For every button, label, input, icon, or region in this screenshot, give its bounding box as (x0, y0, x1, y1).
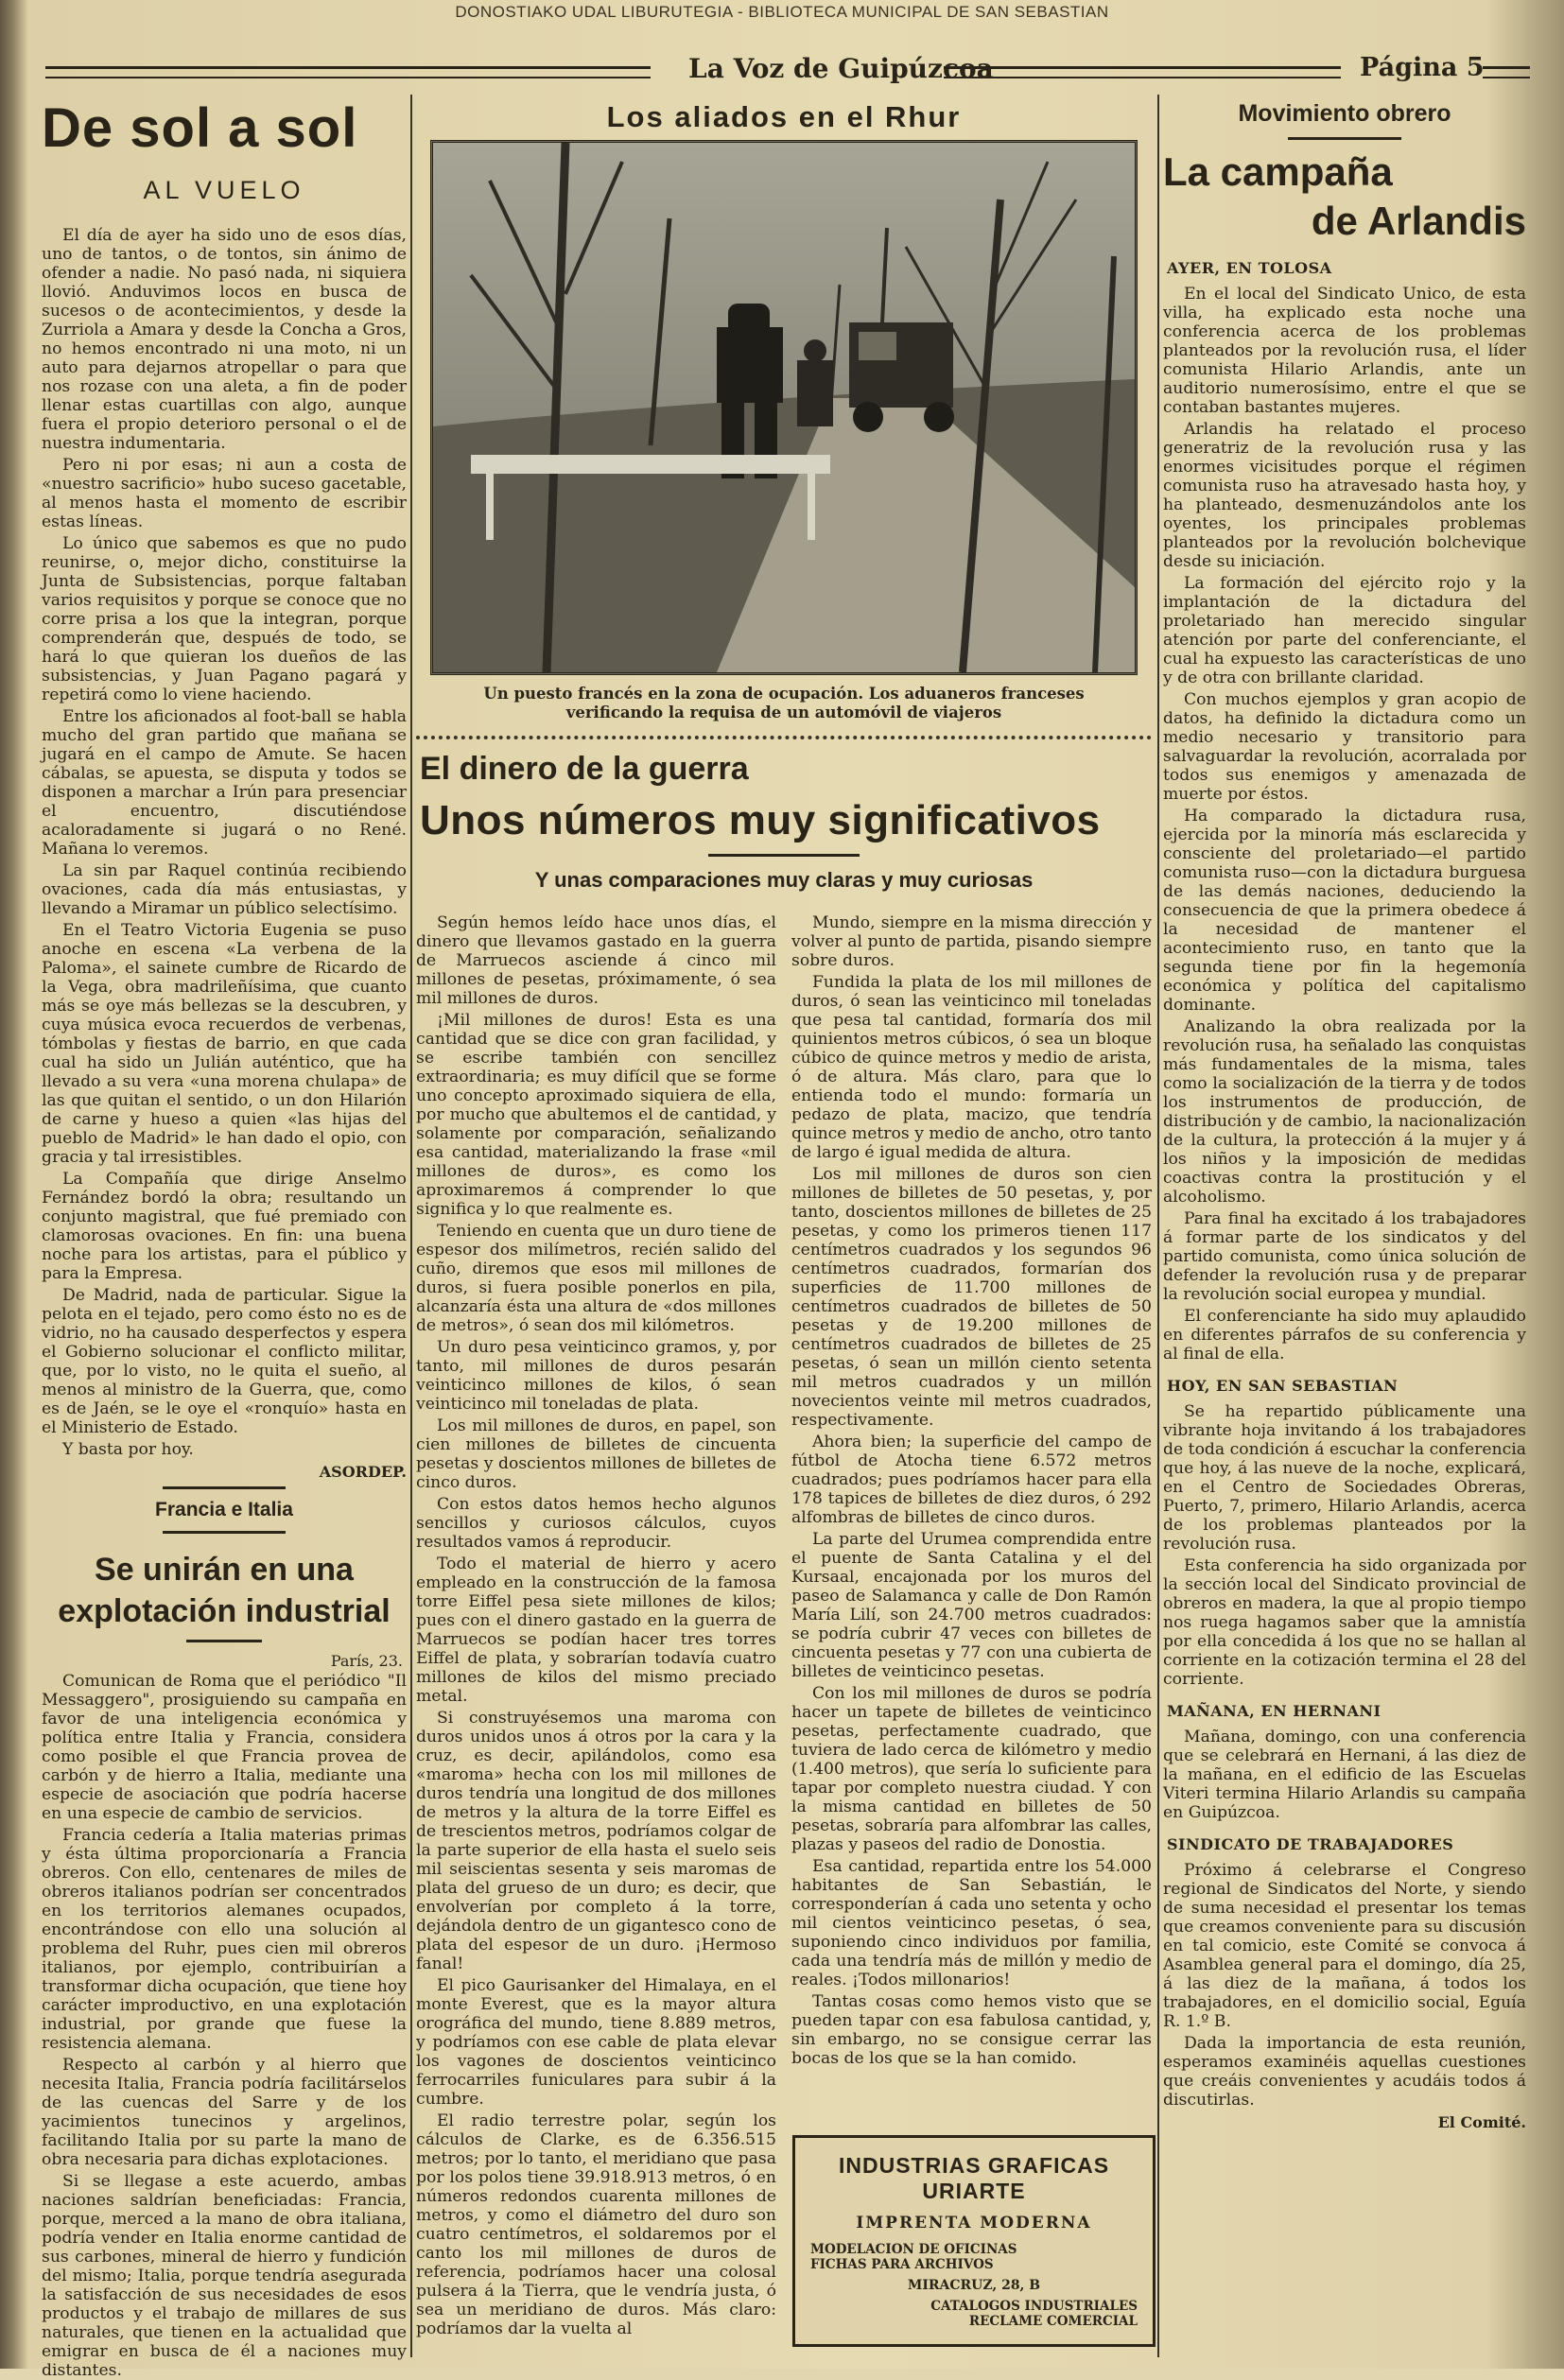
article-paragraph: Próximo á celebrarse el Congreso regional de Sindicatos del Norte, y siendo de suma necesidad el presentar los temas que creamos conveniente para su discusión en tal comicio, este Comité se convoca á Asamblea general para el domingo, día 25, á las diez de la mañana, á todos los trabajadores, en el domicilio social, Eguía R. 1.º B. (1163, 1861, 1526, 2031)
masthead-rule-right (1483, 66, 1530, 78)
article-paragraph: ¡Mil millones de duros! Esta es una cantidad que se dice con gran facilidad, y se escribe también con sencillez extraordinaria; es muy difícil que se forme uno concepto aproximado siquiera de ella, por mucho que abultemos el de cantidad, y solamente por comparación, señalizando esa cantidad, materializando la frase «mil millones de duros», es como los aproximaremos á comprender lo que significa y lo que realmente es. (416, 1011, 776, 1219)
photo-illustration (433, 143, 1135, 672)
section-divider (416, 736, 1152, 739)
article-signature: El Comité. (1437, 2113, 1526, 2131)
article-paragraph: Un duro pesa veinticinco gramos, y, por tanto, mil millones de duros pesarán veinticinco millones de kilos, ó sean veinticinco mil toneladas de plata. (416, 1338, 776, 1414)
ad-line: FICHAS PARA ARCHIVOS (810, 2257, 994, 2272)
article-paragraph: Si construyésemos una maroma con duros unidos unos á otros por la cara y la cruz, es decir, apilándolos, como esa «maroma» hecha con los mil millones de duros tendría una longitud de dos millones de metros y la altura de la torre Eiffel es de trescientos metros, podríamos colgar de la parte superior de ella hasta el suelo seis mil seiscientas sesenta y seis maromas de plata del grueso de un duro; es decir, que envolverían por completo á la torre, dejándola dentro de un gigantesco cono de plata del espesor de un duro. ¡Hermoso fanal! (416, 1709, 776, 1973)
article-paragraph: Esta conferencia ha sido organizada por la sección local del Sindicato provincial de obreros en madera, la que al propio tiempo nos ruega hagamos saber que la amnistía por ella concedida á los que no se hallan al corriente en la cotización termina el 28 del corriente. (1163, 1556, 1526, 1689)
masthead-rule-left (45, 66, 651, 78)
article-paragraph: De Madrid, nada de particular. Sigue la pelota en el tejado, pero como ésto no es de vidrio, no ha causado desperfectos y espera el Gobierno solucionar el conflicto militar, que, por lo visto, no le quita el sueño, al menos al ministro de la Guerra, que, como es de Jaén, se le oye el «ronquío» hasta en el Ministerio de Estado. (42, 1286, 407, 1437)
ad-line: CATALOGOS INDUSTRIALES (930, 2299, 1138, 2314)
section-divider (163, 1531, 286, 1534)
subheading: AYER, EN TOLOSA (1167, 259, 1332, 277)
article-paragraph: Mundo, siempre en la misma dirección y volver al punto de partida, pisando siempre sobre duros. (791, 913, 1152, 970)
article-paragraph: La sin par Raquel continúa recibiendo ovaciones, cada día más entusiastas, y llevando a Miramar un público selectísimo. (42, 861, 407, 918)
article-title-line-2: de Arlandis (1311, 199, 1526, 243)
photo-title: Los aliados en el Rhur (606, 100, 962, 133)
section-body (42, 226, 407, 1459)
article-signature: ASORDEP. (319, 1463, 407, 1481)
article-title-line-1: La campaña (1163, 149, 1393, 194)
dateline: París, 23. (330, 1652, 403, 1670)
ad-address: MIRACRUZ, 28, B (907, 2278, 1041, 2293)
article-paragraph: Dada la importancia de esta reunión, esperamos examinéis aquellas cuestiones que creáis convenientes y acudáis todos á discutirlas. (1163, 2034, 1526, 2110)
article-paragraph: La Compañía que dirige Anselmo Fernández bordó la obra; resultando un conjunto magistral, que fué premiado con clamorosas ovaciones. En fin: una buena noche para los artistas, para el público y para la Empresa. (42, 1170, 407, 1283)
section-kicker: Movimiento obrero (1238, 100, 1451, 127)
article-paragraph: Respecto al carbón y al hierro que necesita Italia, Francia podría facilitárselos de las cuencas del Sarre y de los yacimientos tunecinos y argelinos, facilitando Italia por su parte la mano de obra necesaria para dichas explotaciones. (42, 2056, 407, 2169)
section-kicker: AL VUELO (143, 176, 305, 204)
article-paragraph: Ahora bien; la superficie del campo de fútbol de Atocha tiene 6.572 metros cuadrados; pues podríamos hacer para ella 178 tapices de billetes de diez duros, ó 292 alfombras de billetes de cinco duros. (791, 1433, 1152, 1527)
article-paragraph: Mañana, domingo, con una conferencia que se celebrará en Hernani, á las diez de la mañana, en el edificio de las Escuelas Viteri termina Hilario Arlandis su campaña en Guipúzcoa. (1163, 1728, 1526, 1822)
subheading: MAÑANA, EN HERNANI (1167, 1702, 1382, 1720)
article-kicker: El dinero de la guerra (420, 751, 749, 787)
ad-subtitle: IMPRENTA MODERNA (856, 2214, 1092, 2232)
article-paragraph: Con estos datos hemos hecho algunos sencillos y curiosos cálculos, cuyos resultados vamos á reproducir. (416, 1495, 776, 1552)
article-paragraph: La parte del Urumea comprendida entre el puente de Santa Catalina y el del Kursaal, encajonada por los muros del paseo de Salamanca y calle de Don Ramón María Lilí, son 24.700 metros cuadrados: se podría cubrir 47 veces con billetes de cincuenta pesetas y 77 con una cubierta de billetes de veinticinco pesetas. (791, 1530, 1152, 1681)
article-paragraph: Con muchos ejemplos y gran acopio de datos, ha definido la dictadura como un medio necesario y transitorio para salvaguardar la revolución, acorralada por todos sus enemigos y amenazada de muerte por éstos. (1163, 690, 1526, 804)
article-paragraph: En el Teatro Victoria Eugenia se puso anoche en escena «La verbena de la Paloma», el sainete cumbre de Ricardo de la Vega, obra madrileñísima, que cuanto más se oye más bellezas se la descubren, y cuya música evoca recuerdos de verbenas, tómbolas y fiestas de barrio, en que cada cual ha sido un Julián auténtico, que ha llevado a su vera «una morena chulapa» de las que quitan el sentido, o un don Hilarión de carne y hueso a quien «las hijas del pueblo de Madrid» le han dado el opio, con gracia y tal irresistibles. (42, 921, 407, 1167)
article-subtitle: Y unas comparaciones muy claras y muy curiosas (534, 868, 1034, 892)
article-paragraph: El pico Gaurisanker del Himalaya, en el monte Everest, que es la mayor altura orográfica del mundo, tiene 8.889 metros, y podríamos con ese cable de plata elevar los vagones de doscientos veinticinco ferrocarriles funiculares para subir á la cumbre. (416, 1976, 776, 2109)
subheading: SINDICATO DE TRABAJADORES (1167, 1835, 1454, 1853)
newspaper-name: La Voz de Guipúzcoa (688, 53, 994, 84)
subheading: HOY, EN SAN SEBASTIAN (1167, 1377, 1399, 1395)
article-title: Se unirán en una explotación industrial (58, 1552, 391, 1629)
article-paragraph: Y basta por hoy. (62, 1440, 194, 1459)
advertisement-uriarte (792, 2135, 1156, 2347)
article-subcolumns (416, 913, 1152, 2341)
article-paragraph: Arlandis ha relatado el proceso generatriz de la revolución rusa y las enormes vicisitudes porque el régimen comunista ruso ha atravesado hasta hoy, y ha planteado, desmenuzándolos ante los oyentes, los principales problemas planteados por la revolución bolchevique desde su iniciación. (1163, 420, 1526, 571)
article-paragraph: Fundida la plata de los mil millones de duros, ó sean las veinticinco mil toneladas que pesa tal cantidad, formaría dos mil quinientos metros cúbicos, ó sea un bloque cúbico de quince metros y medio de arista, ó de altura. Más claro, para que lo entienda todo el mundo: formaría un pedazo de plata, macizo, que tendría quince metros y medio de ancho, otro tanto de largo é igual medida de altura. (791, 973, 1152, 1162)
article-paragraph: Todo el material de hierro y acero empleado en la construcción de la famosa torre Eiffel pesa siete millones de kilos; pues con el dinero gastado en la guerra de Marruecos se podían hacer tres torres Eiffel de plata, y sobrarían todavía cuatro millones de kilos del mismo preciado metal. (416, 1555, 776, 1706)
ad-line: RECLAME COMERCIAL (968, 2314, 1138, 2329)
article-paragraph: Los mil millones de duros son cien millones de billetes de 50 pesetas, y, por tanto, doscientos millones de billetes de 25 pesetas, y como los primeros tienen 117 centímetros cuadrados y los segundos 96 centímetros cuadrados, formarían dos superficies de 11.700 millones de centímetros cuadrados de billetes de 50 pesetas y de 19.200 millones de centímetros cuadrados de billetes de 25 pesetas, ó sean un millón ciento setenta mil metros cuadrados y un millón novecientos veinte mil metros cuadrados, respectivamente. (791, 1165, 1152, 1430)
article-paragraph: Se ha repartido públicamente una vibrante hoja invitando á los trabajadores de toda condición á escuchar la conferencia que hoy, á las nueve de la noche, explicará, en el Centro de Sociedades Obreras, Puerto, 7, primero, Hilario Arlandis, acerca de los problemas planteados por la revolución rusa. (1163, 1402, 1526, 1554)
article-paragraph: Según hemos leído hace unos días, el dinero que llevamos gastado en la guerra de Marruecos asciende á cinco mil millones de pesetas, próximamente, ó sea mil millones de duros. (416, 913, 776, 1008)
article-paragraph: Esa cantidad, repartida entre los 54.000 habitantes de San Sebastián, le corresponderían á cada uno setenta y ocho mil cientos veinticinco pesetas, ó sea, suponiendo cinco individuos por familia, cada una tendría más de millón y medio de reales. ¡Todos millonarios! (791, 1857, 1152, 1989)
column-movimiento-obrero (1163, 95, 1526, 2357)
article-paragraph: Comunican de Roma que el periódico "Il Messaggero", prosiguiendo su campaña en favor de una inteligencia económica y política entre Italia y Francia, considera como posible el que Francia provea de carbón y de hierro a Italia, mediante una especie de asociación que podría hacerse en una especie de cambio de servicios. (42, 1672, 407, 1823)
news-photo (430, 140, 1138, 675)
article-paragraph: Ha comparado la dictadura rusa, ejercida por la minoría más esclarecida y consciente del proletariado—el partido comunista ruso—con la dictadura burguesa de las demás naciones, deduciendo la consecuencia de que la primera obedece á la necesidad de mantener el acontecimiento ruso, en tanto que la segunda tiene por fin la hegemonía económica y política del capitalismo dominante. (1163, 807, 1526, 1015)
article-body (42, 1672, 407, 2380)
article-title: Unos números muy significativos (420, 797, 1101, 843)
column-rule (1157, 95, 1159, 2357)
masthead (45, 53, 1530, 87)
article-paragraph: El conferenciante ha sido muy aplaudido en diferentes párrafos de su conferencia y al final de ella. (1163, 1307, 1526, 1364)
ad-line: MODELACION DE OFICINAS (810, 2242, 1017, 2257)
photo-caption: Un puesto francés en la zona de ocupación. Los aduaneros franceses verificando la requisa de un automóvil de viajeros (483, 685, 1085, 721)
article-subcolumn-left (416, 913, 776, 2341)
article-kicker: Francia e Italia (155, 1499, 293, 1520)
title-rule (708, 854, 860, 857)
section-divider (163, 1486, 286, 1489)
article-paragraph: Francia cedería a Italia materias primas y ésta última proporcionaría a Francia obreros. Con ello, centenares de miles de obreros italianos podrían ser concentrados en los territorios alemanes ocupados, encontrándose con ello una solución al problema del Ruhr, pues cien mil obreros italianos, por ejemplo, contribuirían a transformar dicha ocupación, que tiene hoy carácter improductivo, en una explotación industrial, por grande que fuese la resistencia alemana. (42, 1826, 407, 2053)
article-paragraph: Pero ni por esas; ni aun a costa de «nuestro sacrificio» hubo suceso gacetable, al menos hasta el momento de escribir estas líneas. (42, 456, 407, 531)
ad-title: INDUSTRIAS GRAFICAS URIARTE (838, 2153, 1110, 2203)
article-paragraph: Los mil millones de duros, en papel, son cien millones de billetes de cincuenta pesetas y doscientos millones de billetes de cinco duros. (416, 1416, 776, 1492)
article-paragraph: En el local del Sindicato Unico, de esta villa, ha explicado esta noche una conferencia acerca de los problemas planteados por la revolución rusa, el líder comunista Hilario Arlandis, ante un auditorio numerosísimo, entre el que se contaban bastantes mujeres. (1163, 285, 1526, 417)
article-paragraph: El radio terrestre polar, según los cálculos de Clarke, es de 6.356.515 metros; por lo tanto, el meridiano que pasa por los polos tiene 39.918.913 metros, ó en números redondos cuarenta millones de metros, y como el diámetro del duro son cuatro centímetros, el soldaremos por el canto los mil millones de duros de referencia, podríamos hacer una colosal pulsera á la Tierra, que le vendría justa, ó sea un meridiano de duros. Más claro: podríamos dar la vuelta al (416, 2111, 776, 2338)
section-divider (1288, 137, 1401, 140)
column-rule (410, 95, 412, 2357)
article-paragraph: Analizando la obra realizada por la revolución rusa, ha señalado las conquistas más fundamentales de la misma, tales como la socialización de la tierra y de todos los instrumentos de producción, de distribución y de cambio, la nacionalización de la cultura, la protección á la mujer y á los niños y la imposición de medidas coactivas contra la prostitución y el alcoholismo. (1163, 1017, 1526, 1207)
page-number: Página 5 (1360, 53, 1485, 82)
article-paragraph: El día de ayer ha sido uno de esos días, uno de tantos, o de tontos, sin ánimo de ofender a nadie. No pasó nada, ni siquiera llovió. Anduvimos locos en busca de sucesos o de acontecimientos, y desde la Zurriola a Amara y desde la Concha a Gros, no hemos encontrado ni una moto, ni un auto para dejarnos atropellar o para que nos rozase con una aleta, a fin de poder llenar estas cuartillas con algo, aunque fuera el propio deterioro personal o el de nuestra indumentaria. (42, 226, 407, 453)
masthead-rule-middle (944, 66, 1341, 78)
article-subcolumn-right (791, 913, 1152, 2341)
article-paragraph: Entre los aficionados al foot-ball se habla mucho del gran partido que mañana se jugará en el campo de Amute. Se hacen cábalas, se apuesta, se disputa y todos se disponen a marchar a Irún para presenciar el encuentro, discutiéndose acaloradamente si jugará o no René. Mañana lo veremos. (42, 707, 407, 859)
article-paragraph: Teniendo en cuenta que un duro tiene de espesor dos milímetros, recién salido del cuño, diremos que esos mil millones de duros, si fuera posible ponerlos en pila, alcanzaría ésta una altura de «dos millones de metros», ó sean dos mil kilómetros. (416, 1222, 776, 1335)
article-paragraph: La formación del ejército rojo y la implantación de la dictadura del proletariado han merecido singular atención por parte del conferenciante, el cual ha expuesto las características de uno y de otra con brillante claridad. (1163, 574, 1526, 687)
section-title: De sol a sol (42, 97, 358, 159)
column-de-sol-a-sol (42, 95, 407, 2380)
library-header: DONOSTIAKO UDAL LIBURUTEGIA - BIBLIOTECA MUNICIPAL DE SAN SEBASTIAN (455, 3, 1109, 21)
article-paragraph: Lo único que sabemos es que no pudo reunirse, o, mejor dicho, constituirse la Junta de Subsistencias, porque faltaban varios requisitos y porque se conoce que no corre prisa a los que la integran, porque comprenderán que, después de todo, se hará lo que quieran los dueños de las subsistencias, y Juan Pagano pagará y repetirá como lo viene haciendo. (42, 534, 407, 704)
column-center (416, 95, 1152, 2357)
article-paragraph: Con los mil millones de duros se podría hacer un tapete de billetes de veinticinco pesetas, perfectamente cuadrado, que tuviera de lado cerca de kilómetro y medio (1.400 metros), que sería lo suficiente para tapar por completo nuestra ciudad. Y con la misma cantidad en billetes de 50 pesetas, sobraría para alfombrar las calles, plazas y paseos del radio de Donostia. (791, 1684, 1152, 1854)
article-paragraph: Si se llegase a este acuerdo, ambas naciones saldrían beneficiadas: Francia, porque, merced a la mano de obra italiana, podría vender en Italia enorme cantidad de sus carbones, mineral de hierro y fundición del mismo; Italia, porque tendría asegurada la satisfacción de sus necesidades de esos productos y el trabajo de millares de sus naturales, que tienen en la actualidad que emigrar en busca de él a naciones muy distantes. (42, 2172, 407, 2380)
article-paragraph: Para final ha excitado á los trabajadores á formar parte de los sindicatos y del partido comunista, como única solución de defender la revolución rusa y de preparar la revolución social europea y mundial. (1163, 1209, 1526, 1304)
article-paragraph: Tantas cosas como hemos visto que se pueden tapar con esa fabulosa cantidad, y, sin embargo, no se consigue cerrar las bocas de los que se la han comido. (791, 1992, 1152, 2068)
title-rule (186, 1640, 262, 1642)
